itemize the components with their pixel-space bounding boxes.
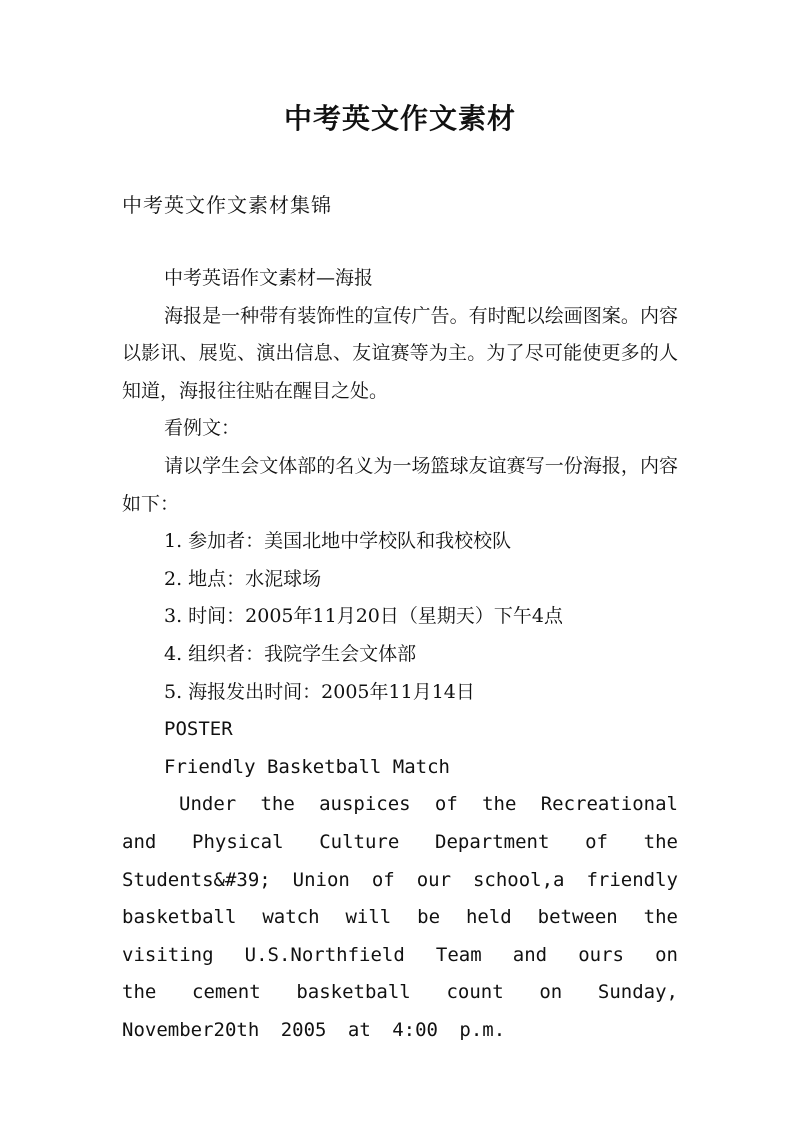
list-item: 2. 地点：水泥球场 xyxy=(164,567,322,590)
list-item: 1. 参加者：美国北地中学校队和我校校队 xyxy=(164,530,512,553)
intro-paragraph: 海报是一种带有装饰性的宣传广告。有时配以绘画图案。内容以影讯、展览、演出信息、友谊赛等为主。为了尽可能使更多的人知道，海报往往贴在醒目之处。 xyxy=(122,304,678,402)
poster-label: POSTER xyxy=(164,718,233,741)
task-paragraph: 请以学生会文体部的名义为一场篮球友谊赛写一份海报，内容如下： xyxy=(122,454,678,515)
document-title: 中考英文作文素材 xyxy=(283,102,516,135)
example-label: 看例文： xyxy=(164,417,241,440)
list-item: 5. 海报发出时间：2005年11月14日 xyxy=(164,680,475,703)
section-heading: 中考英语作文素材—海报 xyxy=(164,267,374,289)
document-subtitle: 中考英文作文素材集锦 xyxy=(122,193,332,217)
list-item: 3. 时间：2005年11月20日（星期天）下午4点 xyxy=(164,605,563,628)
poster-subtitle: Friendly Basketball Match xyxy=(164,755,450,778)
document-body xyxy=(122,260,678,1049)
poster-body: Under the auspices of the Recreational and Physical Culture Department of the Students&#39; Union of our school,a friendly basketball watch will be held between the visiting U.S.Northfield Team and ours on the cement basketball count on Sunday, November20th 2005 at 4:00 p.m. xyxy=(122,793,678,1041)
list-item: 4. 组织者：我院学生会文体部 xyxy=(164,642,417,665)
